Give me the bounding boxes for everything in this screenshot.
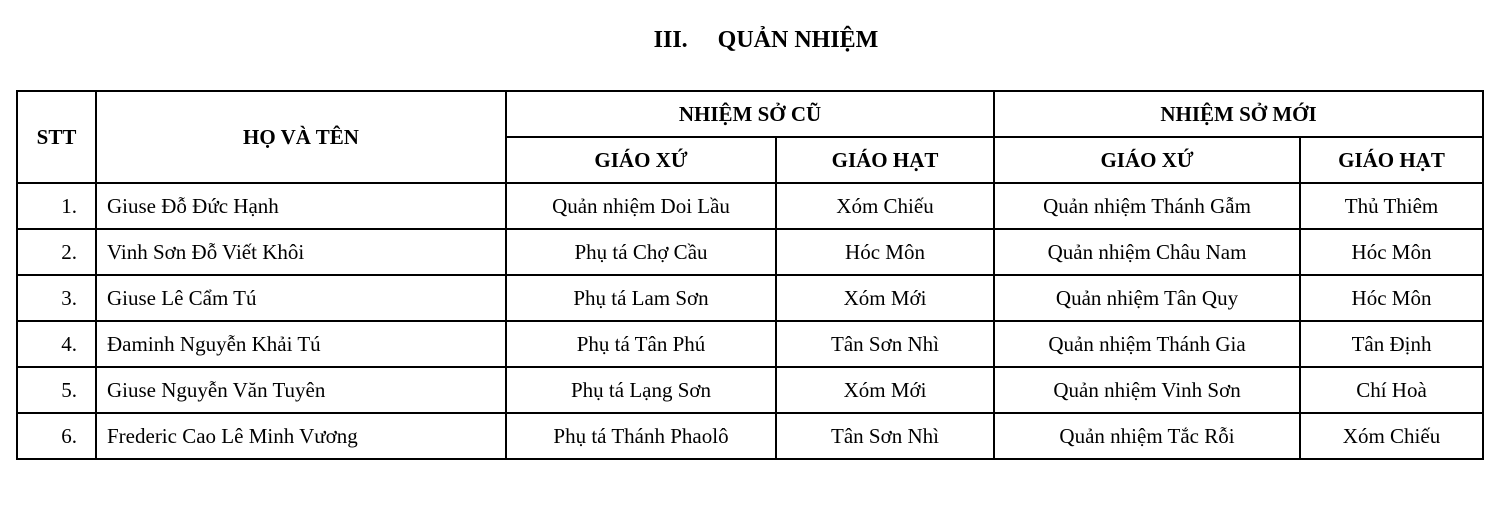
header-old-assignment: NHIỆM SỞ CŨ xyxy=(506,91,994,137)
table-row xyxy=(17,183,1483,229)
table-row xyxy=(17,413,1483,459)
cell-old-deanery: Hóc Môn xyxy=(776,229,994,275)
table-row xyxy=(17,275,1483,321)
cell-stt: 1. xyxy=(17,183,96,229)
cell-name: Giuse Đỗ Đức Hạnh xyxy=(96,183,506,229)
cell-stt: 5. xyxy=(17,367,96,413)
cell-old-parish: Phụ tá Lam Sơn xyxy=(506,275,776,321)
cell-new-parish: Quản nhiệm Thánh Gẫm xyxy=(994,183,1300,229)
cell-new-deanery: Hóc Môn xyxy=(1300,275,1483,321)
cell-name: Giuse Lê Cẩm Tú xyxy=(96,275,506,321)
cell-new-parish: Quản nhiệm Thánh Gia xyxy=(994,321,1300,367)
cell-old-parish: Phụ tá Tân Phú xyxy=(506,321,776,367)
cell-name: Frederic Cao Lê Minh Vương xyxy=(96,413,506,459)
assignment-table xyxy=(16,90,1484,460)
header-old-parish: GIÁO XỨ xyxy=(506,137,776,183)
table-body xyxy=(17,183,1483,459)
cell-stt: 3. xyxy=(17,275,96,321)
cell-old-deanery: Xóm Chiếu xyxy=(776,183,994,229)
section-number: III. xyxy=(653,27,688,53)
header-name: HỌ VÀ TÊN xyxy=(96,91,506,183)
header-row-top xyxy=(17,91,1483,137)
header-new-parish: GIÁO XỨ xyxy=(994,137,1300,183)
table-row xyxy=(17,229,1483,275)
cell-old-deanery: Tân Sơn Nhì xyxy=(776,321,994,367)
cell-stt: 4. xyxy=(17,321,96,367)
cell-old-parish: Quản nhiệm Doi Lầu xyxy=(506,183,776,229)
cell-old-parish: Phụ tá Chợ Cầu xyxy=(506,229,776,275)
cell-old-parish: Phụ tá Thánh Phaolô xyxy=(506,413,776,459)
section-heading: QUẢN NHIỆM xyxy=(717,27,879,53)
header-old-deanery: GIÁO HẠT xyxy=(776,137,994,183)
cell-old-deanery: Tân Sơn Nhì xyxy=(776,413,994,459)
cell-old-parish: Phụ tá Lạng Sơn xyxy=(506,367,776,413)
cell-new-parish: Quản nhiệm Châu Nam xyxy=(994,229,1300,275)
section-title xyxy=(0,24,1500,56)
header-new-deanery: GIÁO HẠT xyxy=(1300,137,1483,183)
cell-name: Đaminh Nguyễn Khải Tú xyxy=(96,321,506,367)
cell-new-deanery: Thủ Thiêm xyxy=(1300,183,1483,229)
cell-stt: 6. xyxy=(17,413,96,459)
cell-name: Giuse Nguyễn Văn Tuyên xyxy=(96,367,506,413)
cell-new-deanery: Hóc Môn xyxy=(1300,229,1483,275)
cell-new-deanery: Xóm Chiếu xyxy=(1300,413,1483,459)
cell-stt: 2. xyxy=(17,229,96,275)
cell-name: Vinh Sơn Đỗ Viết Khôi xyxy=(96,229,506,275)
table-row xyxy=(17,321,1483,367)
cell-new-parish: Quản nhiệm Vinh Sơn xyxy=(994,367,1300,413)
cell-old-deanery: Xóm Mới xyxy=(776,275,994,321)
cell-new-parish: Quản nhiệm Tân Quy xyxy=(994,275,1300,321)
header-stt: STT xyxy=(17,91,96,183)
cell-old-deanery: Xóm Mới xyxy=(776,367,994,413)
header-new-assignment: NHIỆM SỞ MỚI xyxy=(994,91,1483,137)
cell-new-parish: Quản nhiệm Tắc Rỗi xyxy=(994,413,1300,459)
cell-new-deanery: Chí Hoà xyxy=(1300,367,1483,413)
table-row xyxy=(17,367,1483,413)
cell-new-deanery: Tân Định xyxy=(1300,321,1483,367)
